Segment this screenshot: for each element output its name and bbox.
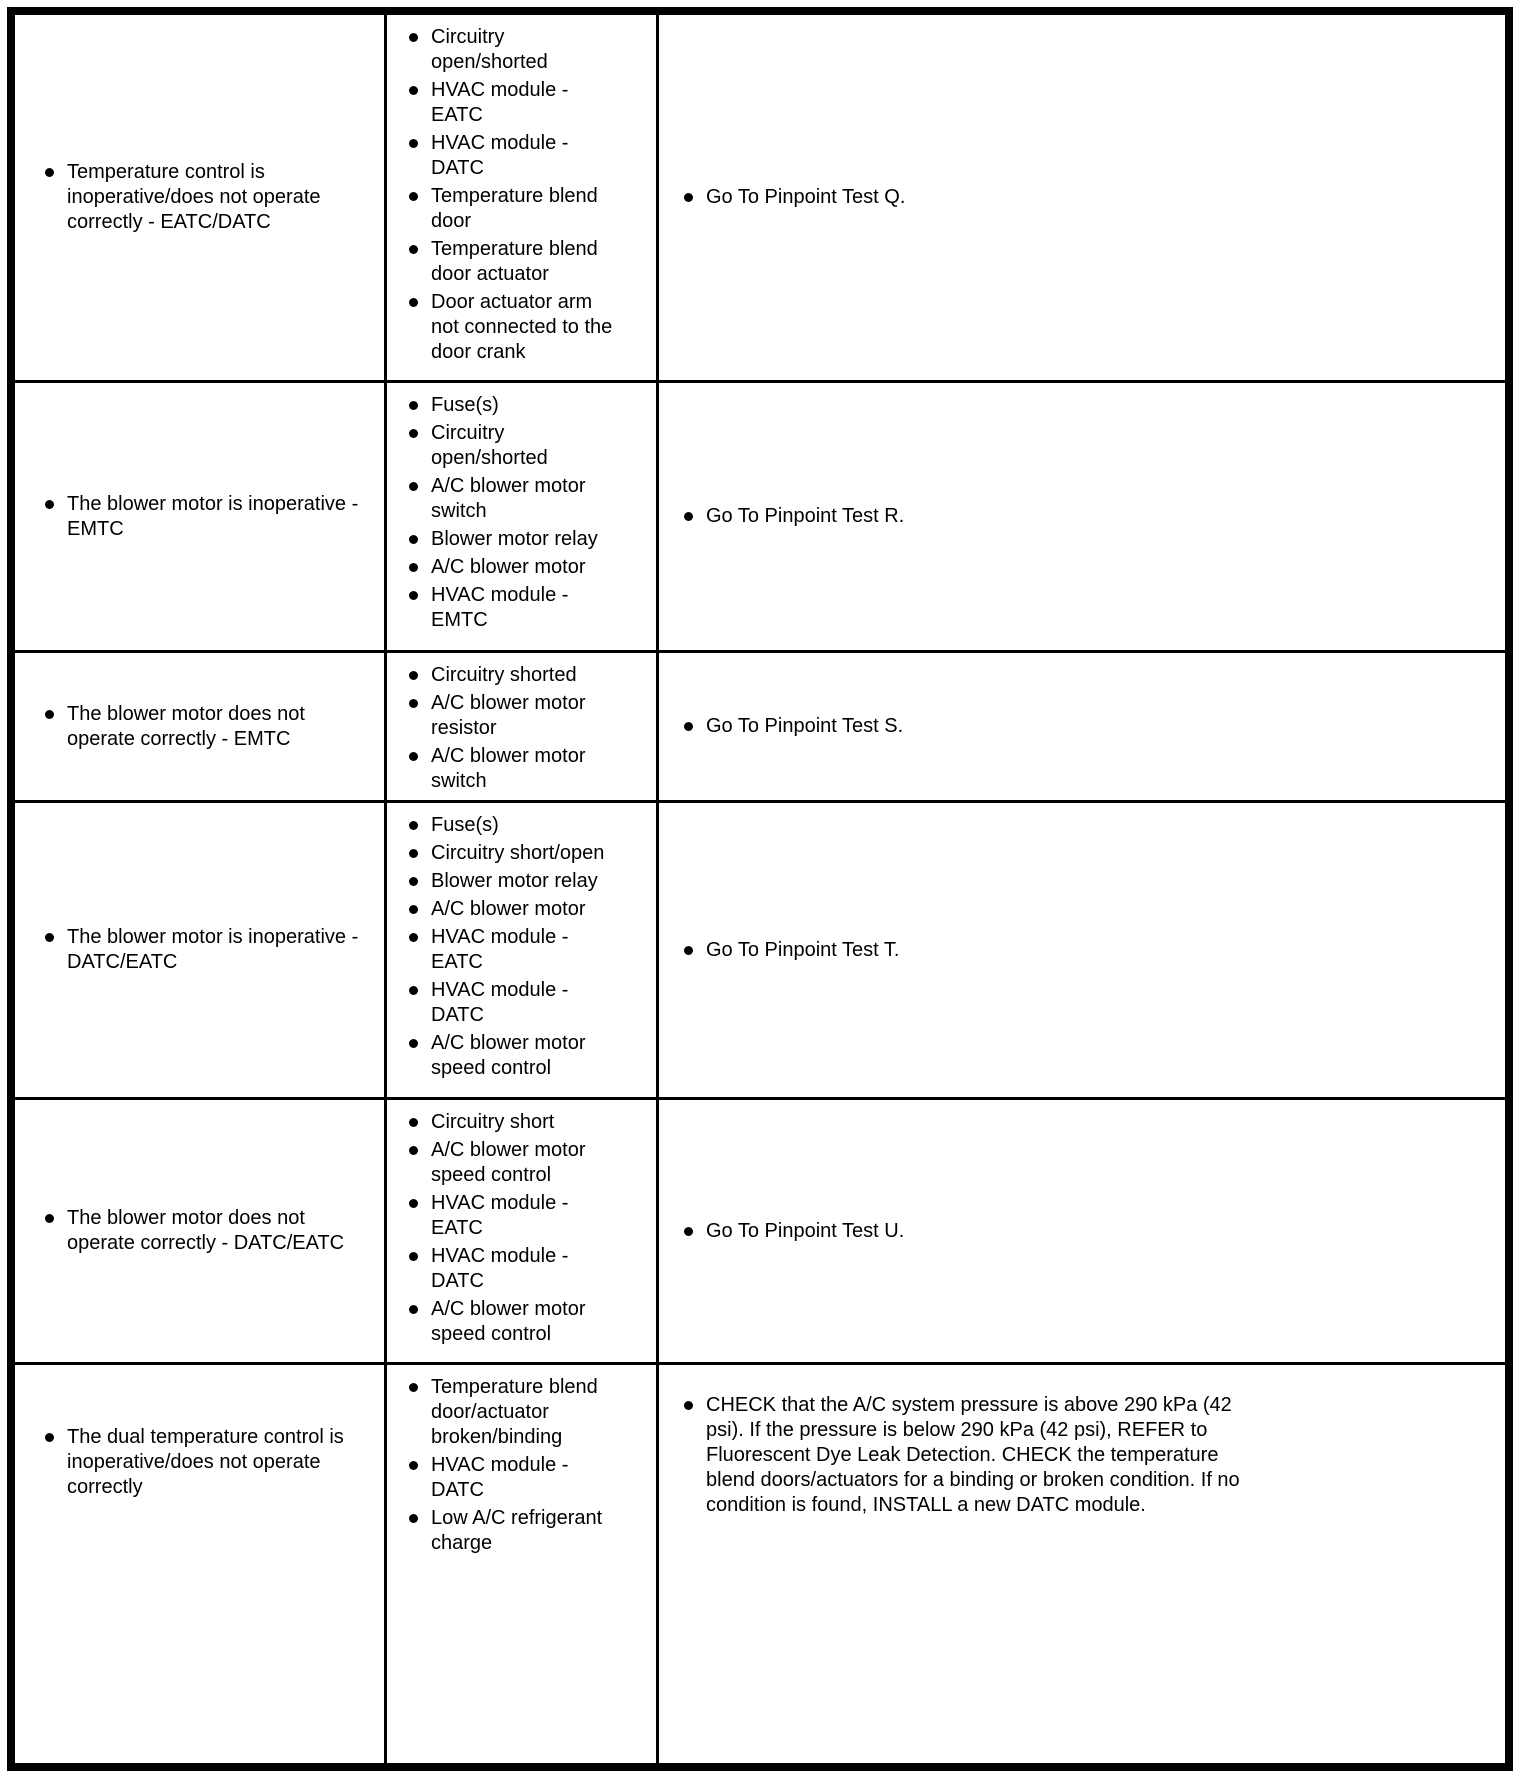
cause-item	[409, 131, 620, 181]
symptom-text: The blower motor does not operate correctly - EMTC	[67, 702, 305, 750]
action-cell	[658, 1099, 1507, 1364]
symptom-item	[45, 1206, 369, 1256]
bullet-icon	[409, 429, 418, 438]
action-item	[684, 504, 1267, 529]
cause-text: Circuitry open/shorted	[431, 26, 548, 73]
bullet-icon	[684, 722, 693, 731]
bullet-icon	[409, 401, 418, 410]
cause-text: HVAC module - EATC	[431, 926, 569, 973]
cause-item	[409, 897, 620, 922]
bullet-icon	[409, 1305, 418, 1314]
bullet-icon	[409, 482, 418, 491]
bullet-icon	[684, 1401, 693, 1410]
cause-item	[409, 744, 620, 794]
cause-item	[409, 1297, 620, 1347]
causes-cell	[386, 1364, 658, 1765]
cause-item	[409, 1244, 620, 1294]
cause-item	[409, 583, 620, 633]
causes-cell	[386, 802, 658, 1099]
cause-item	[409, 925, 620, 975]
bullet-icon	[409, 33, 418, 42]
bullet-icon	[409, 1461, 418, 1470]
cause-item	[409, 1375, 620, 1450]
action-text: CHECK that the A/C system pressure is above 290 kPa (42 psi). If the pressure is below 290 kPa (42 psi), REFER to Fluorescent Dye Leak Detection. CHECK the temperature blend doors/actuators for a binding or broken condition. If no condition is found, INSTALL a new DATC module.	[706, 1394, 1240, 1516]
symptom-cell	[14, 1364, 386, 1765]
bullet-icon	[45, 1214, 54, 1223]
cause-item	[409, 813, 620, 838]
symptom-cell	[14, 14, 386, 382]
bullet-icon	[409, 1514, 418, 1523]
bullet-icon	[409, 699, 418, 708]
bullet-icon	[409, 821, 418, 830]
action-text: Go To Pinpoint Test U.	[706, 1219, 905, 1242]
bullet-icon	[409, 1146, 418, 1155]
cause-text: Blower motor relay	[431, 528, 598, 550]
bullet-icon	[409, 986, 418, 995]
bullet-icon	[409, 752, 418, 761]
table-row	[14, 14, 1507, 382]
table-row	[14, 1099, 1507, 1364]
bullet-icon	[45, 933, 54, 942]
bullet-icon	[409, 1039, 418, 1048]
table-row	[14, 382, 1507, 652]
bullet-icon	[409, 1118, 418, 1127]
action-text: Go To Pinpoint Test R.	[706, 505, 905, 527]
action-item	[684, 1219, 1267, 1244]
cause-text: A/C blower motor switch	[431, 475, 586, 522]
bullet-icon	[409, 192, 418, 201]
symptom-text: The blower motor is inoperative - EMTC	[67, 492, 359, 540]
cause-text: A/C blower motor resistor	[431, 692, 586, 739]
bullet-icon	[684, 512, 693, 521]
cause-text: Circuitry short/open	[431, 842, 605, 864]
action-cell	[658, 802, 1507, 1099]
symptom-text: The blower motor is inoperative - DATC/EATC	[67, 926, 359, 973]
cause-text: HVAC module - EATC	[431, 1192, 569, 1239]
bullet-icon	[409, 849, 418, 858]
action-cell	[658, 652, 1507, 802]
cause-text: Circuitry short	[431, 1111, 555, 1133]
cause-item	[409, 869, 620, 894]
cause-text: HVAC module - DATC	[431, 979, 569, 1026]
symptom-text: Temperature control is inoperative/does not operate correctly - EATC/DATC	[67, 161, 321, 233]
bullet-icon	[409, 1252, 418, 1261]
cause-text: HVAC module - EATC	[431, 79, 569, 126]
table-row	[14, 652, 1507, 802]
cause-text: Fuse(s)	[431, 814, 499, 836]
cause-item	[409, 841, 620, 866]
bullet-icon	[409, 671, 418, 680]
cause-text: A/C blower motor speed control	[431, 1139, 586, 1186]
symptom-text: The dual temperature control is inoperative/does not operate correctly	[67, 1426, 344, 1498]
cause-text: HVAC module - DATC	[431, 132, 569, 179]
cause-item	[409, 691, 620, 741]
bullet-icon	[409, 563, 418, 572]
symptom-cell	[14, 802, 386, 1099]
cause-text: Temperature blend door	[431, 185, 598, 232]
action-item	[684, 938, 1267, 963]
cause-item	[409, 527, 620, 552]
cause-item	[409, 1453, 620, 1503]
action-cell	[658, 382, 1507, 652]
symptom-cell	[14, 382, 386, 652]
bullet-icon	[409, 535, 418, 544]
bullet-icon	[45, 1433, 54, 1442]
action-cell	[658, 1364, 1507, 1765]
cause-item	[409, 290, 620, 365]
symptom-item	[45, 1425, 369, 1500]
bullet-icon	[409, 298, 418, 307]
bullet-icon	[45, 710, 54, 719]
symptom-cell	[14, 1099, 386, 1364]
cause-item	[409, 1506, 620, 1556]
cause-text: Temperature blend door actuator	[431, 238, 598, 285]
cause-text: Door actuator arm not connected to the door crank	[431, 291, 613, 363]
cause-text: A/C blower motor	[431, 898, 586, 920]
action-item	[684, 1393, 1267, 1518]
symptom-item	[45, 160, 369, 235]
bullet-icon	[684, 1227, 693, 1236]
action-item	[684, 185, 1267, 210]
bullet-icon	[409, 1199, 418, 1208]
causes-cell	[386, 1099, 658, 1364]
action-text: Go To Pinpoint Test S.	[706, 715, 904, 737]
causes-cell	[386, 14, 658, 382]
cause-item	[409, 78, 620, 128]
table-frame	[7, 7, 1513, 1771]
bullet-icon	[409, 1383, 418, 1392]
bullet-icon	[45, 500, 54, 509]
cause-text: A/C blower motor	[431, 556, 586, 578]
action-text: Go To Pinpoint Test T.	[706, 938, 900, 961]
bullet-icon	[409, 591, 418, 600]
bullet-icon	[409, 905, 418, 914]
symptom-cell	[14, 652, 386, 802]
causes-cell	[386, 382, 658, 652]
cause-text: Fuse(s)	[431, 394, 499, 416]
cause-item	[409, 393, 620, 418]
cause-item	[409, 184, 620, 234]
cause-text: HVAC module - DATC	[431, 1245, 569, 1292]
cause-text: Temperature blend door/actuator broken/binding	[431, 1376, 598, 1448]
symptom-text: The blower motor does not operate correctly - DATC/EATC	[67, 1207, 345, 1254]
cause-item	[409, 1110, 620, 1135]
cause-text: A/C blower motor switch	[431, 745, 586, 792]
bullet-icon	[409, 86, 418, 95]
cause-item	[409, 237, 620, 287]
cause-item	[409, 663, 620, 688]
symptom-item	[45, 492, 369, 542]
bullet-icon	[409, 245, 418, 254]
cause-item	[409, 25, 620, 75]
cause-text: Circuitry open/shorted	[431, 422, 548, 469]
symptom-diagnostic-table	[12, 12, 1508, 1766]
cause-text: Circuitry shorted	[431, 664, 577, 686]
bullet-icon	[684, 193, 693, 202]
causes-cell	[386, 652, 658, 802]
cause-text: A/C blower motor speed control	[431, 1032, 586, 1079]
symptom-item	[45, 702, 369, 752]
symptom-item	[45, 925, 369, 975]
cause-item	[409, 555, 620, 580]
bullet-icon	[409, 877, 418, 886]
action-item	[684, 714, 1267, 739]
cause-item	[409, 474, 620, 524]
bullet-icon	[684, 946, 693, 955]
cause-text: Blower motor relay	[431, 870, 598, 892]
table-row	[14, 1364, 1507, 1765]
bullet-icon	[409, 139, 418, 148]
action-cell	[658, 14, 1507, 382]
cause-item	[409, 1191, 620, 1241]
cause-text: Low A/C refrigerant charge	[431, 1507, 603, 1554]
cause-item	[409, 1031, 620, 1081]
cause-item	[409, 1138, 620, 1188]
cause-item	[409, 978, 620, 1028]
cause-text: HVAC module - DATC	[431, 1454, 569, 1501]
action-text: Go To Pinpoint Test Q.	[706, 186, 906, 208]
cause-text: HVAC module - EMTC	[431, 584, 569, 631]
cause-item	[409, 421, 620, 471]
bullet-icon	[409, 933, 418, 942]
bullet-icon	[45, 168, 54, 177]
cause-text: A/C blower motor speed control	[431, 1298, 586, 1345]
table-row	[14, 802, 1507, 1099]
